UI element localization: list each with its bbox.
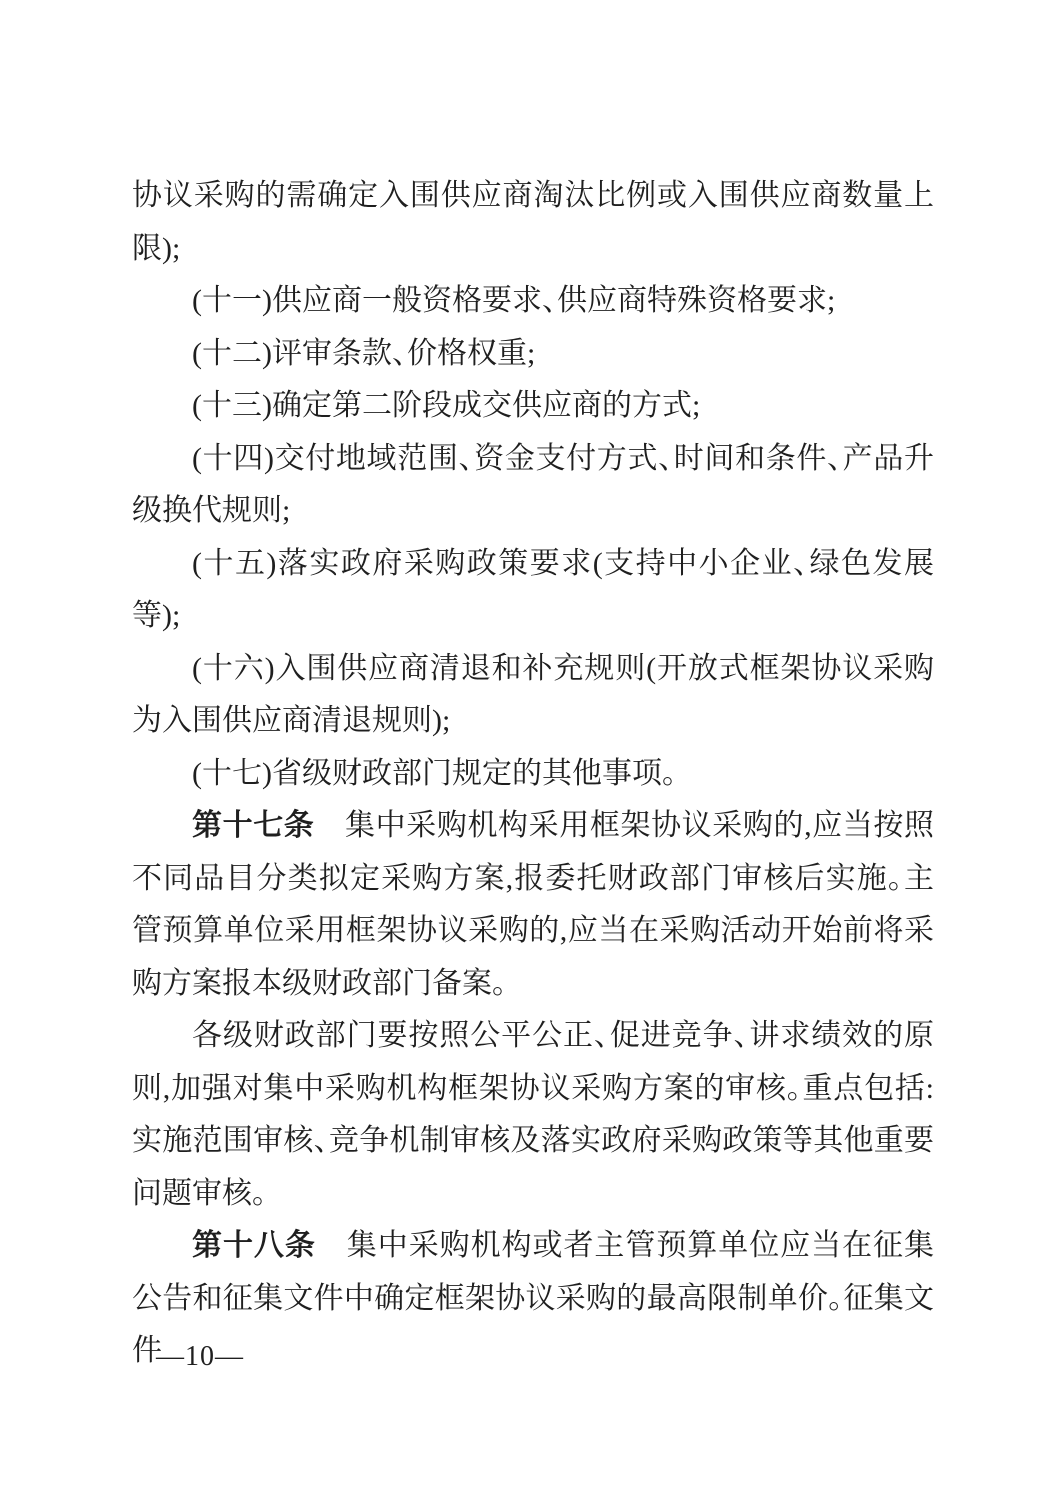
document-body — [132, 170, 934, 1378]
paragraph-text: (十六)入围供应商清退和补充规则(开放式框架协议采购为入围供应商清退规则); — [132, 651, 934, 737]
list-item-12 — [132, 328, 934, 381]
paragraph-text: 集中采购机构采用框架协议采购的,应当按照不同品目分类拟定采购方案,报委托财政部门审核后实施。主管预算单位采用框架协议采购的,应当在采购活动开始前将采购方案报本级财政部门备案。 — [132, 809, 935, 1000]
paragraph-text: (十七)省级财政部门规定的其他事项。 — [192, 756, 677, 790]
list-item-17 — [132, 748, 934, 801]
paragraph-text: 集中采购机构或者主管预算单位应当在征集公告和征集文件中确定框架协议采购的最高限制单价。征集文件 — [132, 1229, 935, 1367]
article-18-paragraph — [132, 1220, 934, 1378]
article-17-number: 第十七条 — [192, 809, 315, 842]
list-item-14 — [132, 433, 934, 538]
paragraph-text: (十五)落实政府采购政策要求(支持中小企业、绿色发展等); — [132, 546, 934, 632]
paragraph-text: (十三)确定第二阶段成交供应商的方式; — [192, 389, 701, 422]
list-item-13 — [132, 380, 934, 433]
list-item-11 — [132, 275, 934, 328]
article-17-paragraph — [132, 800, 934, 1010]
list-item-15 — [132, 538, 934, 643]
page-number: —10— — [156, 1341, 244, 1372]
paragraph-text: (十二)评审条款、价格权重; — [192, 336, 536, 370]
paragraph-text: 各级财政部门要按照公平公正、促进竞争、讲求绩效的原则,加强对集中采购机构框架协议采购方案的审核。重点包括:实施范围审核、竞争机制审核及落实政府采购政策等其他重要问题审核。 — [132, 1019, 934, 1210]
list-item-16 — [132, 643, 934, 748]
paragraph-text: (十四)交付地域范围、资金支付方式、时间和条件、产品升级换代规则; — [132, 441, 934, 527]
paragraph-text: (十一)供应商一般资格要求、供应商特殊资格要求; — [192, 284, 836, 317]
paragraph-continuation — [132, 170, 934, 275]
article-18-number: 第十八条 — [192, 1229, 316, 1262]
paragraph-text: 协议采购的需确定入围供应商淘汰比例或入围供应商数量上限); — [132, 179, 934, 265]
article-17-paragraph-2 — [132, 1010, 934, 1220]
